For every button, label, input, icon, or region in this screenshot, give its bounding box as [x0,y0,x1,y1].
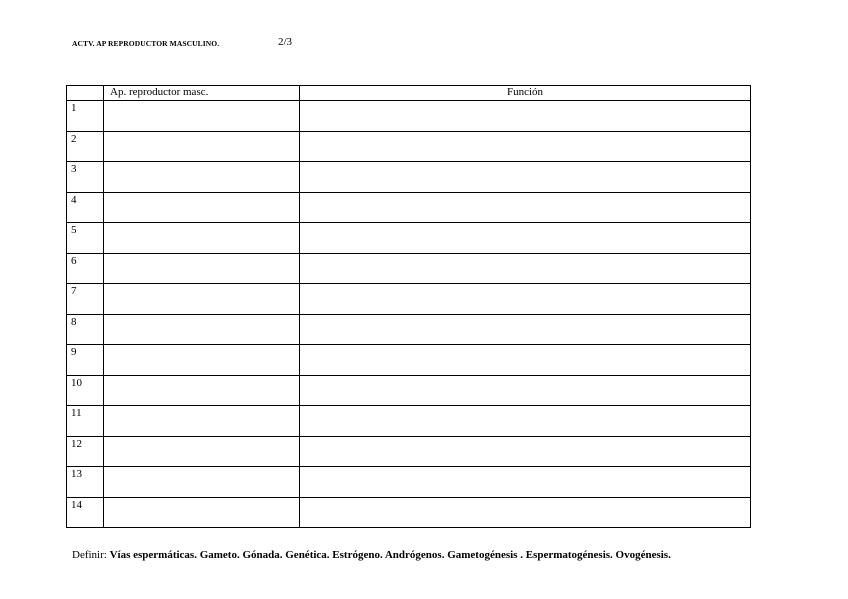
function-cell[interactable] [300,284,751,315]
table-row [67,345,751,376]
table-row [67,375,751,406]
function-cell[interactable] [300,314,751,345]
organ-cell[interactable] [104,253,300,284]
organ-cell[interactable] [104,223,300,254]
organ-cell[interactable] [104,406,300,437]
function-cell[interactable] [300,436,751,467]
row-number: 4 [67,192,104,223]
row-number: 12 [67,436,104,467]
function-cell[interactable] [300,101,751,132]
organ-cell[interactable] [104,314,300,345]
organ-cell[interactable] [104,101,300,132]
row-number: 14 [67,497,104,528]
table-row [67,436,751,467]
row-number: 2 [67,131,104,162]
table-row [67,162,751,193]
organ-cell[interactable] [104,131,300,162]
table-row [67,131,751,162]
define-label: Definir: [72,549,110,561]
define-terms: Vías espermáticas. Gameto. Gónada. Genética. Estrógeno. Andrógenos. Gametogénesis . Espermatogénesis. Ovogénesis. [109,549,671,561]
row-number: 8 [67,314,104,345]
worksheet-title: ACTV. AP REPRODUCTOR MASCULINO. [72,39,220,48]
row-number: 7 [67,284,104,315]
table-row [67,467,751,498]
organ-cell[interactable] [104,162,300,193]
row-number: 5 [67,223,104,254]
function-cell[interactable] [300,192,751,223]
define-instructions [72,549,671,561]
function-cell[interactable] [300,345,751,376]
table-row [67,253,751,284]
worksheet-table [66,85,751,528]
table-row [67,406,751,437]
function-cell[interactable] [300,253,751,284]
table-row [67,314,751,345]
organ-cell[interactable] [104,345,300,376]
function-cell[interactable] [300,467,751,498]
row-number: 10 [67,375,104,406]
organ-cell[interactable] [104,467,300,498]
table-row [67,101,751,132]
organ-cell[interactable] [104,436,300,467]
table-row [67,284,751,315]
organ-cell[interactable] [104,375,300,406]
table-row [67,497,751,528]
organ-cell[interactable] [104,192,300,223]
organ-cell[interactable] [104,497,300,528]
table-row [67,223,751,254]
function-cell[interactable] [300,131,751,162]
function-cell[interactable] [300,223,751,254]
row-number: 3 [67,162,104,193]
function-cell[interactable] [300,162,751,193]
function-cell[interactable] [300,406,751,437]
organ-cell[interactable] [104,284,300,315]
page-number: 2/3 [278,36,293,48]
row-number: 11 [67,406,104,437]
function-cell[interactable] [300,497,751,528]
column-header-function: Función [300,86,751,101]
row-number: 1 [67,101,104,132]
column-header-number [67,86,104,101]
table-row [67,192,751,223]
row-number: 13 [67,467,104,498]
row-number: 9 [67,345,104,376]
column-header-organ: Ap. reproductor masc. [104,86,300,101]
table-header-row [67,86,751,101]
row-number: 6 [67,253,104,284]
function-cell[interactable] [300,375,751,406]
